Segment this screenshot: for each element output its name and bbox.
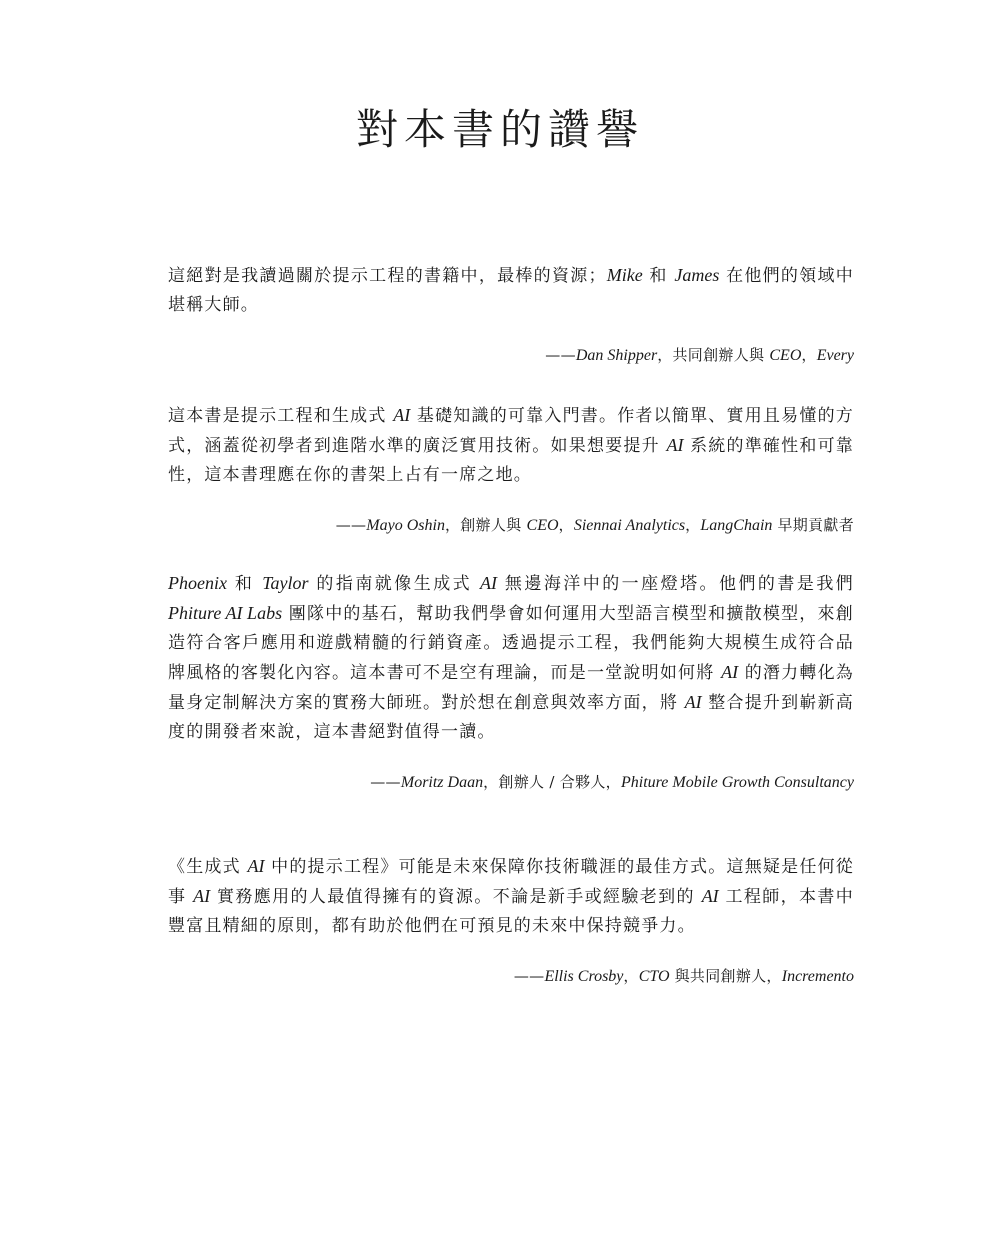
text-run: —— (513, 967, 545, 985)
latin-text-run: Every (816, 347, 854, 364)
text-run: 實務應用的人最值得擁有的資源。不論是新手或經驗老到的 (210, 887, 702, 907)
text-run: 的指南就像生成式 (308, 574, 481, 594)
endorsement-quote (168, 569, 854, 747)
text-run: ， (623, 967, 639, 985)
latin-text-run: Mike (606, 265, 643, 285)
endorsement-attribution (168, 344, 854, 367)
latin-text-run: Phiture Mobile Growth Consultancy (620, 774, 854, 791)
text-run: ， (685, 516, 701, 534)
text-run: 無邊海洋中的一座燈塔。他們的書是我們 (497, 574, 854, 594)
endorsement-quote (168, 261, 854, 320)
text-run: 中的提示工程》可能是未來保障你技術職涯的最佳方式。這無疑是任何從事 (168, 857, 854, 907)
text-run: ， (801, 346, 817, 364)
latin-text-run: AI (684, 692, 702, 712)
latin-text-run: AI (701, 886, 719, 906)
text-run: 與共同創辦人， (669, 967, 782, 985)
page-title: 對本書的讚譽 (355, 105, 644, 154)
text-run: 和 (226, 574, 263, 594)
text-run: 和 (642, 266, 675, 286)
latin-text-run: AI (721, 662, 739, 682)
latin-text-run: Phiture AI Labs (168, 603, 283, 623)
text-run: 《生成式 (168, 857, 248, 877)
text-run: ，共同創辦人與 (657, 346, 770, 364)
latin-text-run: Dan Shipper (575, 347, 658, 364)
latin-text-run: Moritz Daan (400, 774, 484, 791)
latin-text-run: AI (247, 856, 265, 876)
latin-text-run: Ellis Crosby (544, 968, 624, 985)
latin-text-run: AI (193, 886, 211, 906)
text-run: 的潛力轉化為量身定制解決方案的實務大師班。對於想在創意與效率方面，將 (168, 663, 854, 713)
latin-text-run: CEO (769, 347, 802, 364)
text-run: —— (545, 346, 576, 364)
text-run: —— (370, 773, 401, 791)
endorsement-quote (168, 401, 854, 490)
endorsement-attribution (168, 771, 854, 794)
text-run: —— (335, 516, 367, 534)
latin-text-run: Siennai Analytics (573, 517, 686, 534)
text-run: 這絕對是我讀過關於提示工程的書籍中，最棒的資源； (168, 266, 607, 286)
text-run: 系統的準確性和可靠性，這本書理應在你的書架上占有一席之地。 (168, 436, 854, 485)
latin-text-run: CTO (638, 968, 670, 985)
endorsement-attribution (168, 514, 854, 537)
text-run: 團隊中的基石，幫助我們學會如何運用大型語言模型和擴散模型，來創造符合客戶應用和遊戲精髓的行銷資產。透過提示工程，我們能夠大規模生成符合品牌風格的客製化內容。這本書可不是空有理論，而是一堂說明如何將 (168, 604, 854, 683)
latin-text-run: James (674, 265, 720, 285)
text-run: 早期貢獻者 (772, 516, 854, 534)
endorsement-attribution (168, 965, 854, 988)
latin-text-run: AI (393, 405, 411, 425)
text-run: ，創辦人 / 合夥人， (483, 773, 621, 791)
latin-text-run: Incremento (781, 968, 854, 985)
text-run: ，創辦人與 (444, 516, 527, 534)
endorsement (168, 401, 854, 537)
text-run: ， (558, 516, 574, 534)
latin-text-run: LangChain (700, 517, 773, 534)
endorsement-quote (168, 852, 854, 941)
endorsement (168, 852, 854, 988)
text-run: 整合提升到嶄新高度的開發者來說，這本書絕對值得一讀。 (168, 693, 854, 742)
latin-text-run: Mayo Oshin (366, 517, 445, 534)
latin-text-run: CEO (526, 517, 559, 534)
endorsement (168, 261, 854, 367)
text-run: 工程師，本書中豐富且精細的原則，都有助於他們在可預見的未來中保持競爭力。 (168, 887, 854, 936)
latin-text-run: AI (480, 573, 498, 593)
latin-text-run: AI (666, 435, 684, 455)
text-run: 這本書是提示工程和生成式 (168, 406, 394, 426)
endorsement (168, 569, 854, 794)
text-run: 在他們的領域中堪稱大師。 (168, 266, 854, 315)
text-run: 基礎知識的可靠入門書。作者以簡單、實用且易懂的方式，涵蓋從初學者到進階水準的廣泛實用技術。如果想要提升 (168, 406, 854, 456)
latin-text-run: Taylor (262, 573, 309, 593)
latin-text-run: Phoenix (168, 573, 227, 593)
